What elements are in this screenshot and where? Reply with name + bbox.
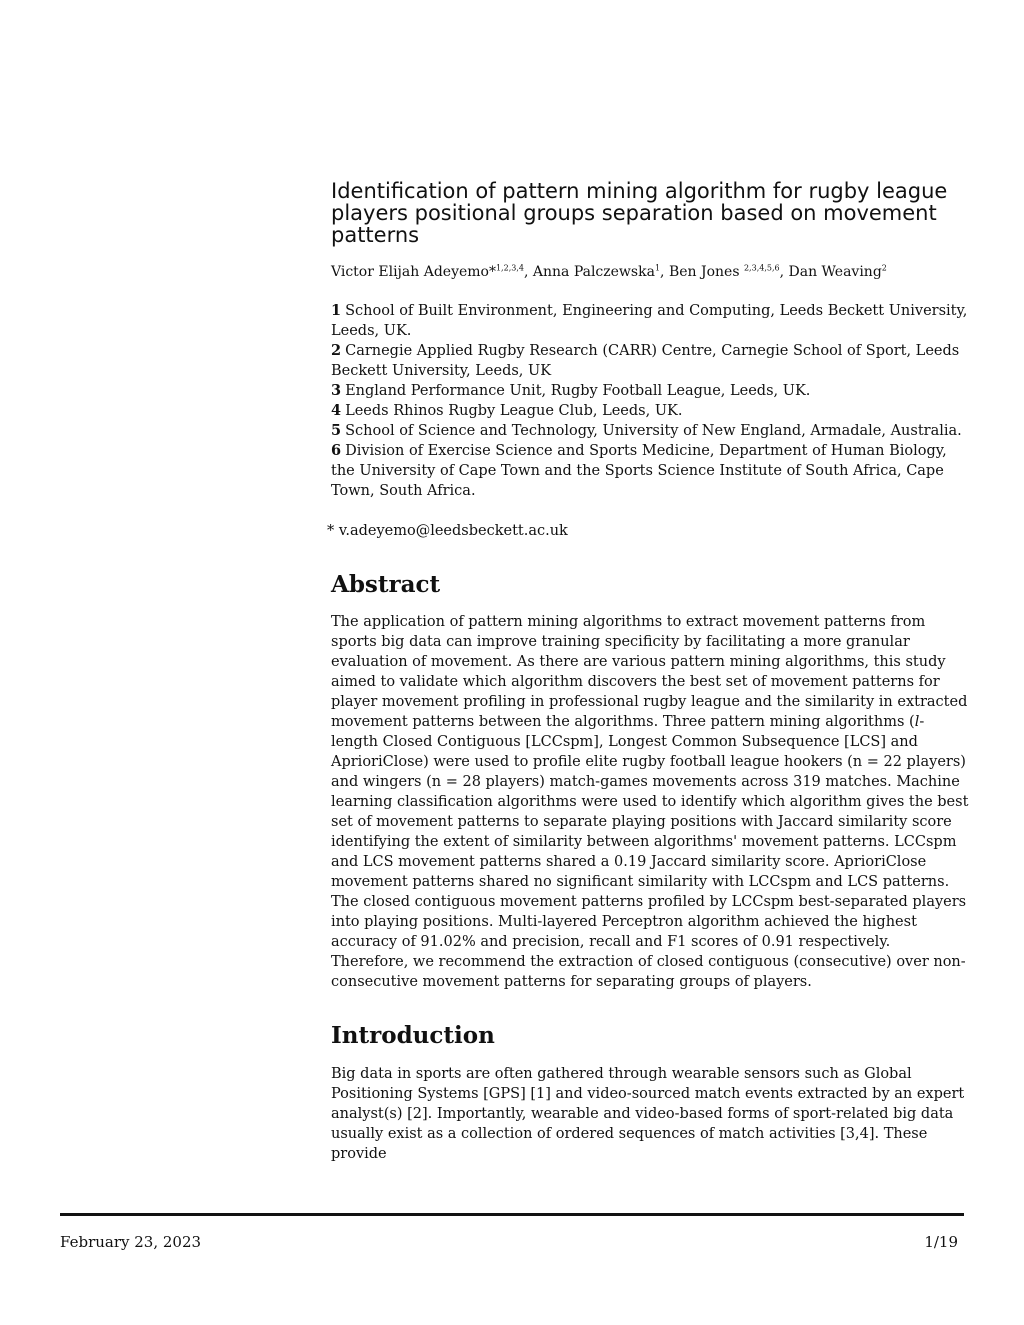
abstract-heading: Abstract (331, 571, 441, 598)
affiliation (331, 421, 971, 441)
author-affiliation-ref: 2,3,4,5,6 (743, 263, 780, 273)
author-affiliation-ref: 1,2,3,4 (495, 263, 524, 273)
affiliation (331, 441, 971, 501)
corresponding-email[interactable]: * v.adeyemo@leedsbeckett.ac.uk (327, 523, 568, 539)
abstract-italic-l: l (914, 714, 920, 730)
author-affiliation-ref: 2 (881, 263, 887, 273)
affiliation-number: 5 (331, 422, 342, 439)
abstract-text-part1: The application of pattern mining algorithms to extract movement patterns from sports big data can improve training specificity by facilitating a more granular evaluation of movement. As there are various pattern mining algorithms, this study aimed to validate which algorithm discovers the best set of movement patterns for player movement profiling in professional rugby league and the similarity in extracted movement patterns between the algorithms. Three pattern mining algorithms ( (331, 614, 968, 730)
affiliation-number: 4 (331, 402, 342, 419)
affiliation-text: Carnegie Applied Rugby Research (CARR) Centre, Carnegie School of Sport, Leeds Beckett University, Leeds, UK (331, 343, 960, 379)
affiliation-number: 1 (331, 302, 342, 319)
page-number: 1/19 (924, 1233, 958, 1251)
abstract-text-part2: -length Closed Contiguous [LCCspm], Longest Common Subsequence [LCS] and AprioriClose) were used to profile elite rugby football league hookers (n = 22 players) and wingers (n = 28 players) match-games movements across 319 matches. Machine learning classification algorithms were used to identify which algorithm gives the best set of movement patterns to separate playing positions with Jaccard similarity score identifying the extent of similarity between algorithms' movement patterns. LCCspm and LCS movement patterns shared a 0.19 Jaccard similarity score. AprioriClose movement patterns shared no significant similarity with LCCspm and LCS patterns. The closed contiguous movement patterns profiled by LCCspm best-separated players into playing positions. Multi-layered Perceptron algorithm achieved the highest accuracy of 91.02% and precision, recall and F1 scores of 0.91 respectively. Therefore, we recommend the extraction of closed contiguous (consecutive) over non-consecutive movement patterns for separating groups of players. (331, 714, 969, 990)
affiliation (331, 381, 971, 401)
affiliation (331, 401, 971, 421)
affiliation (331, 301, 971, 341)
affiliation-number: 6 (331, 442, 342, 459)
abstract-text (331, 612, 971, 992)
affiliation-text: England Performance Unit, Rugby Football League, Leeds, UK. (345, 383, 811, 399)
affiliation-number: 3 (331, 382, 342, 399)
affiliation-number: 2 (331, 342, 342, 359)
author-name: Ben Jones (668, 264, 744, 280)
footer-date: February 23, 2023 (60, 1233, 202, 1251)
introduction-text: Big data in sports are often gathered through wearable sensors such as Global Positioning Systems [GPS] [1] and video-sourced match events extracted by an expert analyst(s) [2]. Importantly, wearable and video-based forms of sport-related big data usually exist as a collection of ordered sequences of match activities [3,4]. These provide (331, 1066, 965, 1162)
affiliation-list (331, 301, 971, 501)
affiliation-text: School of Science and Technology, University of New England, Armadale, Australia. (345, 423, 962, 439)
affiliation-text: School of Built Environment, Engineering and Computing, Leeds Beckett University, Leeds, UK. (331, 303, 968, 339)
paper-title: Identification of pattern mining algorithm for rugby league players positional groups separation based on movement patterns (331, 179, 948, 247)
author-name: Anna Palczewska (532, 264, 655, 280)
affiliation-text: Leeds Rhinos Rugby League Club, Leeds, UK. (345, 403, 683, 419)
author-affiliation-ref: 1 (654, 263, 661, 273)
affiliation-text: Division of Exercise Science and Sports Medicine, Department of Human Biology, the University of Cape Town and the Sports Science Institute of South Africa, Cape Town, South Africa. (331, 443, 947, 499)
affiliation (331, 341, 971, 381)
author-list: Victor Elijah Adeyemo*$^{1,2,3,4}$, Anna Palczewska$^1$, Ben Jones $^{2,3,4,5,6}$, Dan Weaving$^2$ (331, 263, 887, 280)
footer-rule (60, 1213, 964, 1216)
introduction-heading: Introduction (331, 1022, 495, 1049)
author-name: Dan Weaving (788, 264, 882, 280)
author-name: Victor Elijah Adeyemo* (331, 264, 496, 280)
